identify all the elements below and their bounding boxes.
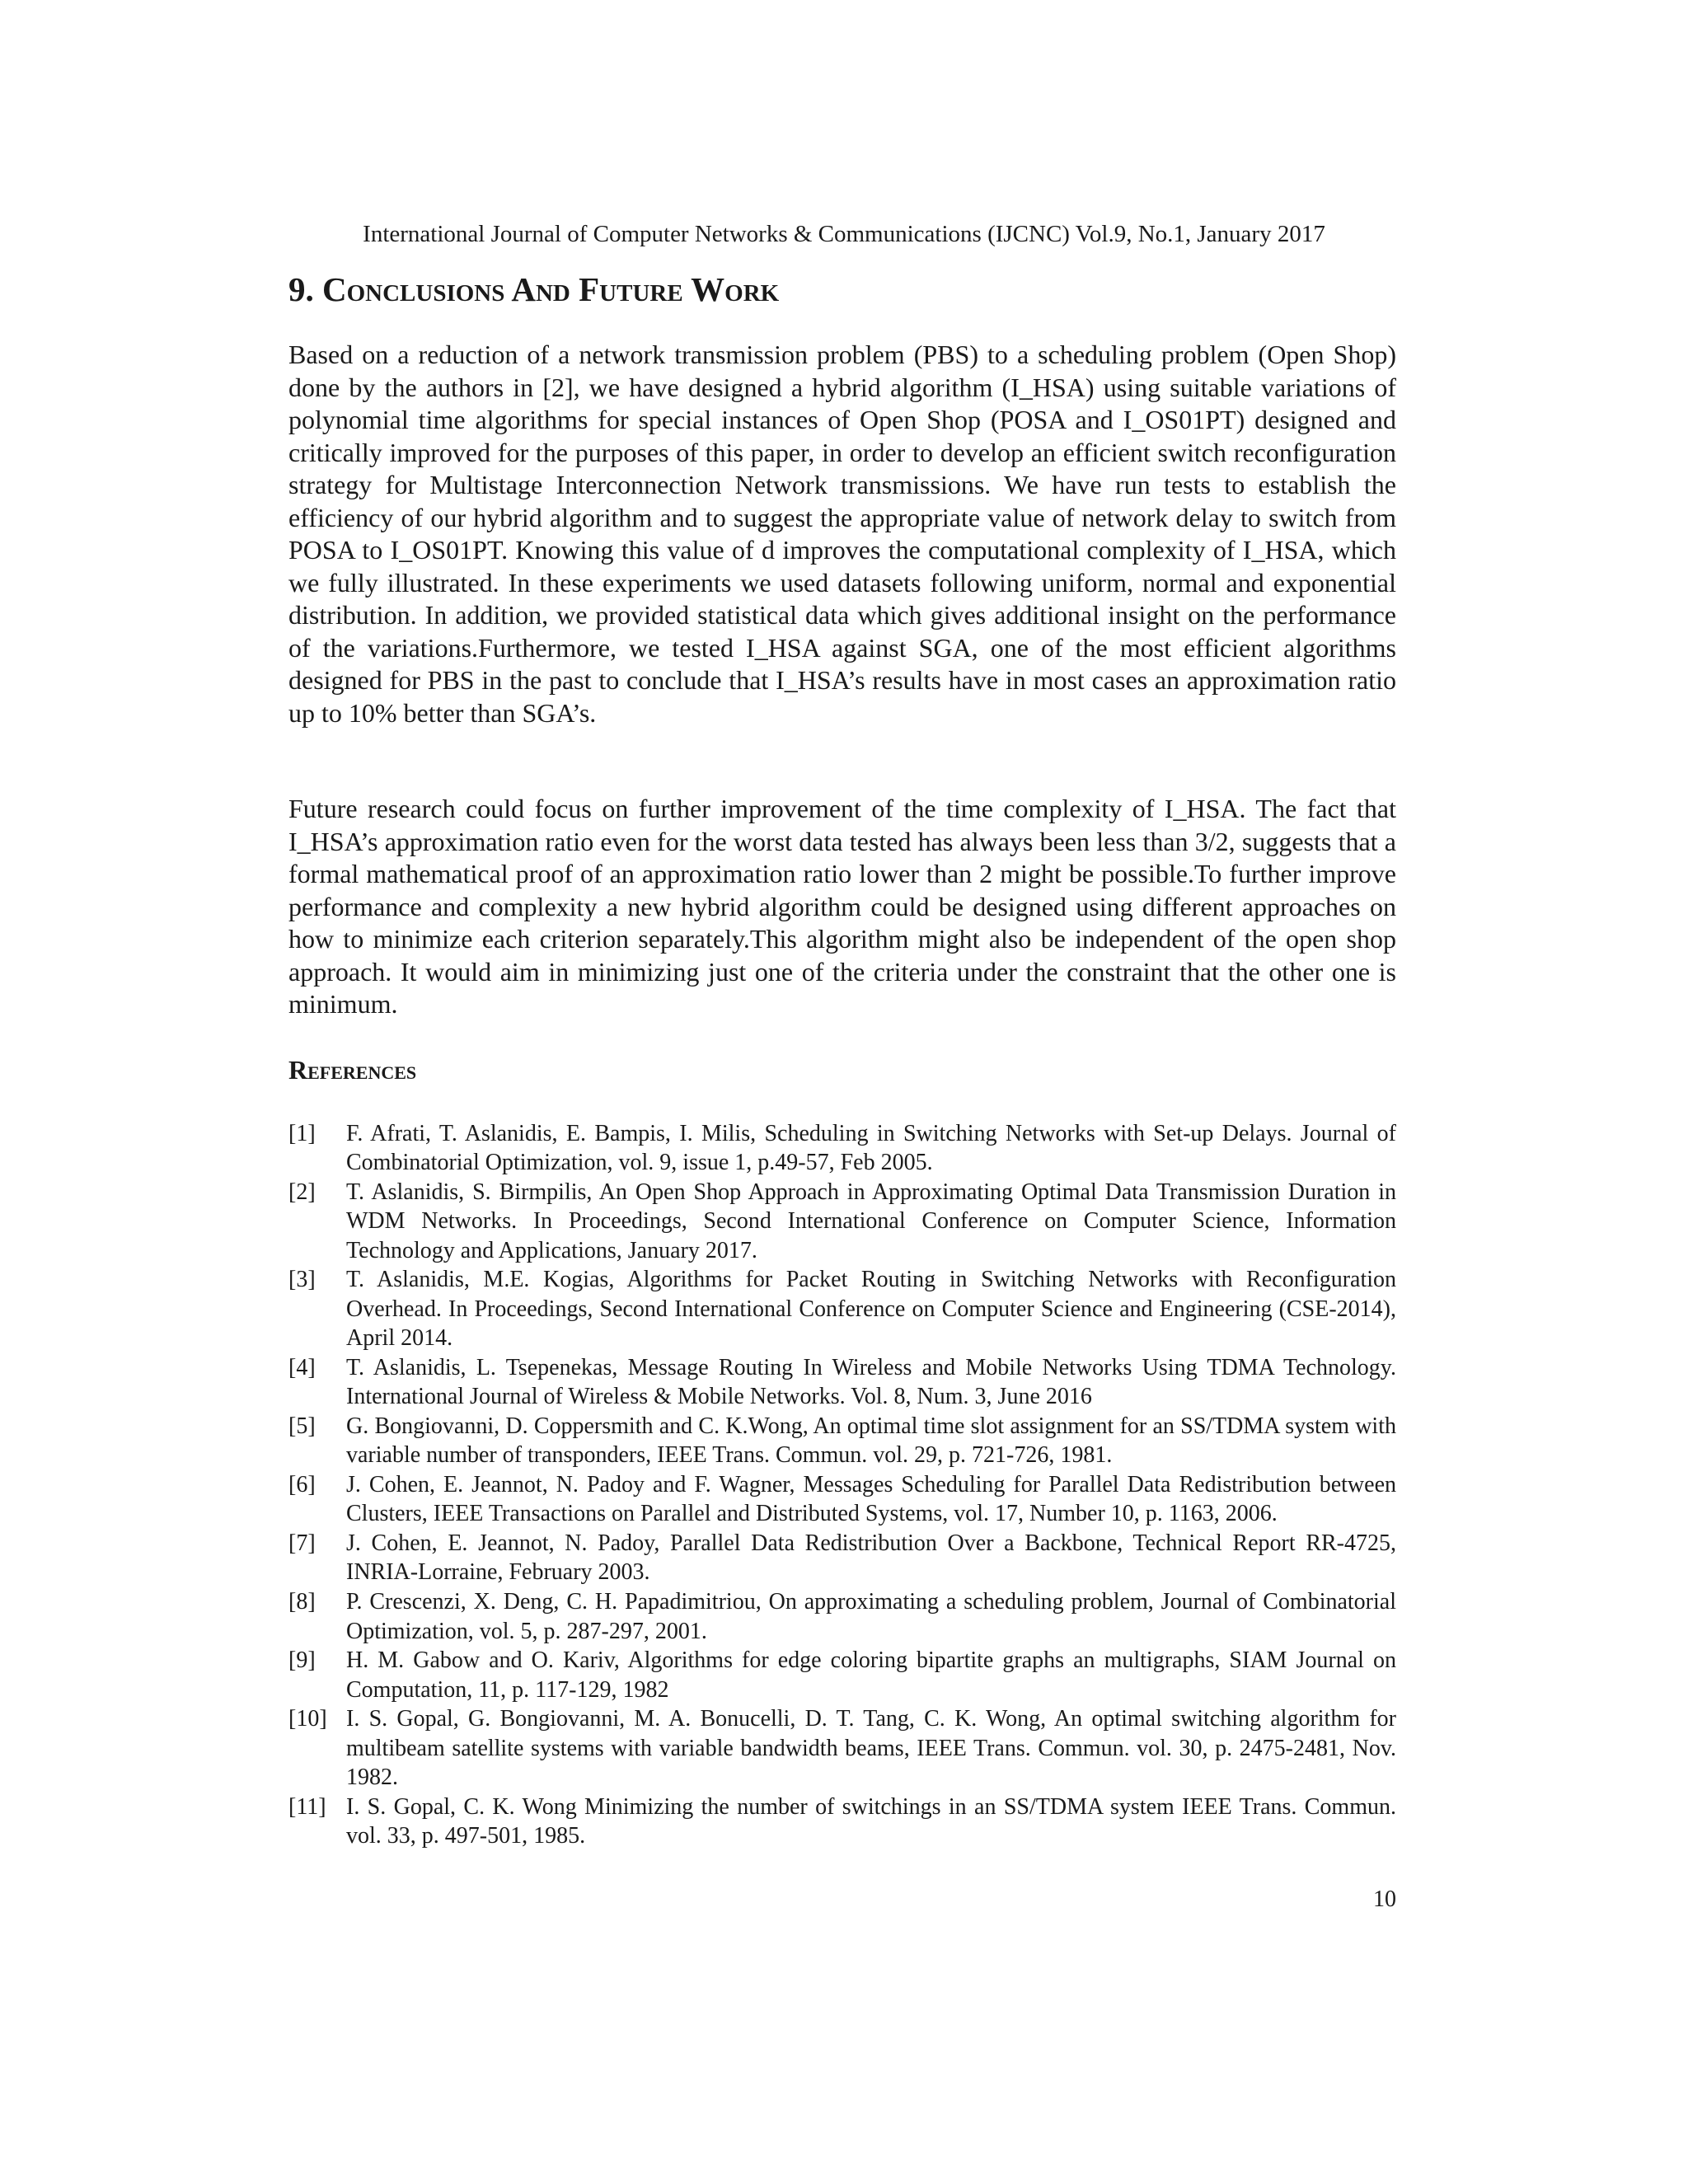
- reference-item: [288, 1529, 1396, 1587]
- reference-item: [288, 1412, 1396, 1470]
- reference-item: [288, 1587, 1396, 1646]
- reference-item: [288, 1265, 1396, 1352]
- reference-number: [4]: [288, 1354, 316, 1380]
- reference-text: G. Bongiovanni, D. Coppersmith and C. K.Wong, An optimal time slot assignment for an SS/TDMA system with variable number of transponders, IEEE Trans. Commun. vol. 29, p. 721-726, 1981.: [346, 1413, 1396, 1469]
- reference-number: [8]: [288, 1589, 316, 1615]
- references-title: References: [288, 1055, 417, 1085]
- reference-item: [288, 1704, 1396, 1792]
- reference-number: [3]: [288, 1267, 316, 1293]
- reference-item: [288, 1119, 1396, 1178]
- reference-number: [1]: [288, 1121, 316, 1146]
- reference-text: F. Afrati, T. Aslanidis, E. Bampis, I. Milis, Scheduling in Switching Networks with Set-up Delays. Journal of Combinatorial Optimization, vol. 9, issue 1, p.49-57, Feb 2005.: [346, 1121, 1396, 1176]
- section-title: 9. Conclusions And Future Work: [288, 270, 780, 308]
- reference-number: [10]: [288, 1706, 327, 1732]
- reference-number: [6]: [288, 1472, 316, 1498]
- reference-text: J. Cohen, E. Jeannot, N. Padoy and F. Wagner, Messages Scheduling for Parallel Data Redistribution between Clusters, IEEE Transactions on Parallel and Distributed Systems, vol. 17, Number 10, p. 1163, 2006.: [346, 1472, 1396, 1527]
- reference-number: [7]: [288, 1530, 316, 1557]
- reference-number: [2]: [288, 1179, 316, 1206]
- reference-text: P. Crescenzi, X. Deng, C. H. Papadimitriou, On approximating a scheduling problem, Journal of Combinatorial Optimization, vol. 5, p. 287-297, 2001.: [346, 1589, 1396, 1644]
- page-number: 10: [1373, 1886, 1396, 1912]
- reference-text: I. S. Gopal, C. K. Wong Minimizing the number of switchings in an SS/TDMA system IEEE Trans. Commun. vol. 33, p. 497-501, 1985.: [346, 1793, 1396, 1849]
- reference-item: [288, 1646, 1396, 1704]
- conclusion-paragraph-2: Future research could focus on further improvement of the time complexity of I_HSA. The fact that I_HSA’s approximation ratio even for the worst data tested has always been less than 3/2, suggests that a formal mathematical proof of an approximation ratio lower than 2 might be possible.To further improve performance and complexity a new hybrid algorithm could be designed using different approaches on how to minimize each criterion separately.This algorithm might also be independent of the open shop approach. It would aim in minimizing just one of the criteria under the constraint that the other one is minimum.: [288, 794, 1396, 1019]
- reference-text: J. Cohen, E. Jeannot, N. Padoy, Parallel Data Redistribution Over a Backbone, Technical Report RR-4725, INRIA-Lorraine, February 2003.: [346, 1530, 1396, 1586]
- reference-text: T. Aslanidis, L. Tsepenekas, Message Routing In Wireless and Mobile Networks Using TDMA Technology. International Journal of Wireless & Mobile Networks. Vol. 8, Num. 3, June 2016: [346, 1354, 1396, 1410]
- reference-item: [288, 1793, 1396, 1851]
- reference-text: I. S. Gopal, G. Bongiovanni, M. A. Bonucelli, D. T. Tang, C. K. Wong, An optimal switching algorithm for multibeam satellite systems with variable bandwidth beams, IEEE Trans. Commun. vol. 30, p. 2475-2481, Nov. 1982.: [346, 1706, 1396, 1791]
- reference-list: [288, 1119, 1396, 1851]
- reference-text: T. Aslanidis, M.E. Kogias, Algorithms for Packet Routing in Switching Networks with Reconfiguration Overhead. In Proceedings, Second International Conference on Computer Science and Engineering (CSE-2014), April 2014.: [346, 1267, 1396, 1352]
- reference-item: [288, 1470, 1396, 1529]
- conclusion-paragraph-1: Based on a reduction of a network transmission problem (PBS) to a scheduling problem (Open Shop) done by the authors in [2], we have designed a hybrid algorithm (I_HSA) using suitable variations of polynomial time algorithms for special instances of Open Shop (POSA and I_OS01PT) designed and critically improved for the purposes of this paper, in order to develop an efficient switch reconfiguration strategy for Multistage Interconnection Network transmissions. We have run tests to establish the efficiency of our hybrid algorithm and to suggest the appropriate value of network delay to switch from POSA to I_OS01PT. Knowing this value of d improves the computational complexity of I_HSA, which we fully illustrated. In these experiments we used datasets following uniform, normal and exponential distribution. In addition, we provided statistical data which gives additional insight on the performance of the variations.Furthermore, we tested I_HSA against SGA, one of the most efficient algorithms designed for PBS in the past to conclude that I_HSA’s results have in most cases an approximation ratio up to 10% better than SGA’s.: [288, 340, 1396, 728]
- reference-number: [5]: [288, 1413, 316, 1439]
- reference-number: [11]: [288, 1793, 326, 1820]
- running-header: International Journal of Computer Networks & Communications (IJCNC) Vol.9, No.1, January 2017: [363, 221, 1325, 247]
- reference-number: [9]: [288, 1647, 316, 1674]
- reference-item: [288, 1353, 1396, 1412]
- reference-text: H. M. Gabow and O. Kariv, Algorithms for edge coloring bipartite graphs an multigraphs, SIAM Journal on Computation, 11, p. 117-129, 1982: [346, 1647, 1396, 1703]
- reference-item: [288, 1178, 1396, 1265]
- reference-text: T. Aslanidis, S. Birmpilis, An Open Shop Approach in Approximating Optimal Data Transmission Duration in WDM Networks. In Proceedings, Second International Conference on Computer Science, Information Technology and Applications, January 2017.: [346, 1179, 1396, 1263]
